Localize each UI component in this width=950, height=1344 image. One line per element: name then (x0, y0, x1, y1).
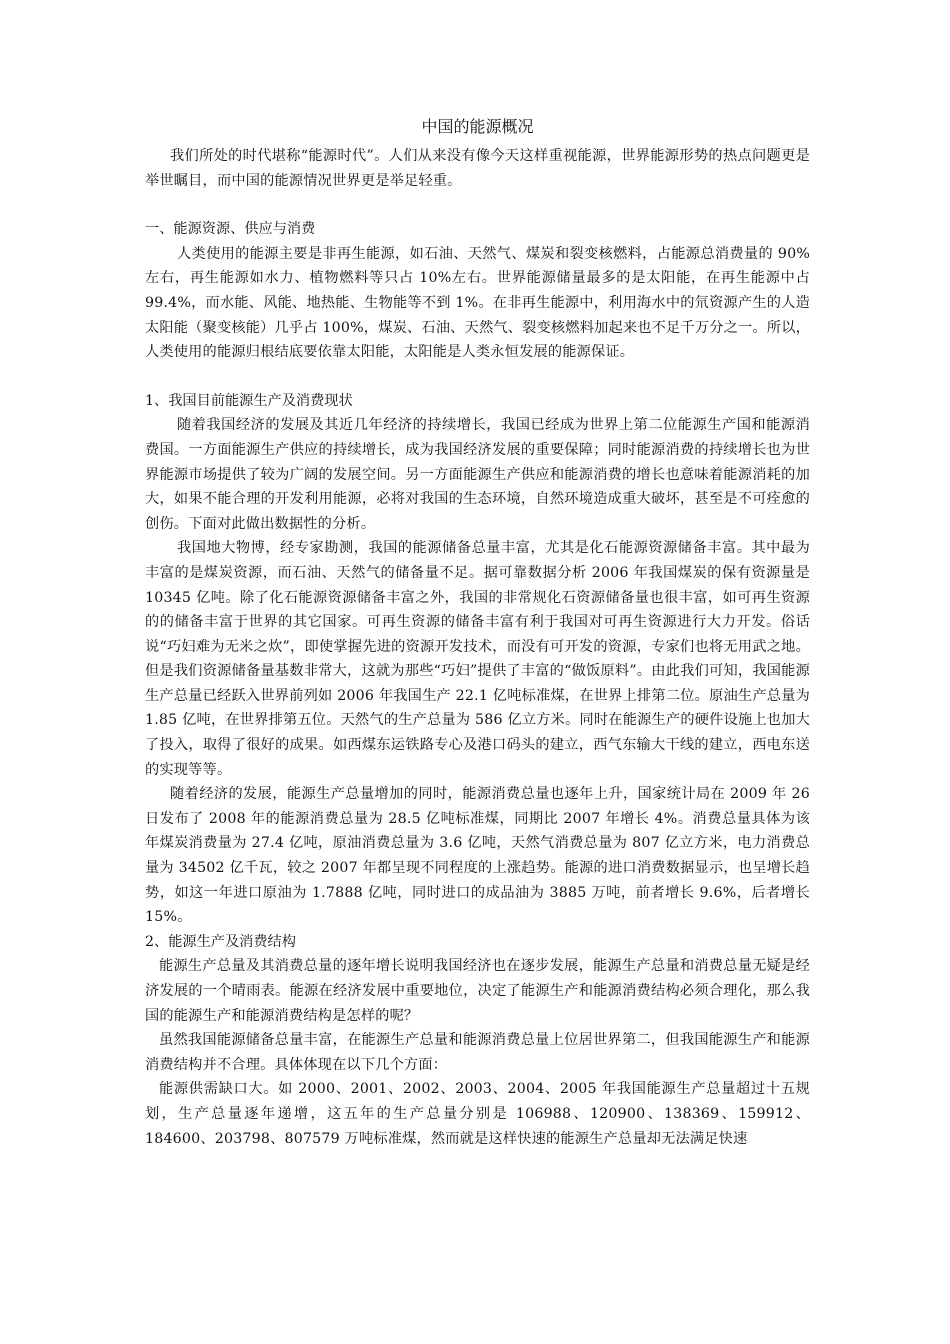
section1-paragraph: 人类使用的能源主要是非再生能源，如石油、天然气、煤炭和裂变核燃料，占能源总消费量的 90%左右，再生能源如水力、植物燃料等只占 10%左右。世界能源储量最多的是太阳能，在再生能源中占 99.4%，而水能、风能、地热能、生物能等不到 1%。在非再生能源中，利用海水中的氘资源产生的人造太阳能（聚变核能）几乎占 100%，煤炭、石油、天然气、裂变核燃料加起来也不足千万分之一。所以，人类使用的能源归根结底要依靠太阳能，太阳能是人类永恒发展的能源保证。 (145, 245, 810, 361)
blank-line (145, 193, 810, 217)
intro-paragraph: 我们所处的时代堪称“能源时代”。人们从来没有像今天这样重视能源，世界能源形势的热点问题更是举世瞩目，而中国的能源情况世界更是举足轻重。 (145, 148, 810, 189)
subsection-heading-2: 2、能源生产及消费结构 (145, 933, 296, 950)
subsection1-paragraph-1: 随着我国经济的发展及其近几年经济的持续增长，我国已经成为世界上第二位能源生产国和能源消费国。一方面能源生产供应的持续增长，成为我国经济发展的重要保障；同时能源消费的持续增长也为世界能源市场提供了较为广阔的发展空间。另一方面能源生产供应和能源消费的增长也意味着能源消耗的加大，如果不能合理的开发利用能源，必将对我国的生态环境，自然环境造成重大破坏，甚至是不可痊愈的创伤。下面对此做出数据性的分析。 (145, 417, 810, 532)
subsection2-paragraph-1: 能源生产总量及其消费总量的逐年增长说明我国经济也在逐步发展，能源生产总量和消费总量无疑是经济发展的一个晴雨表。能源在经济发展中重要地位，决定了能源生产和能源消费结构必须合理化，那么我国的能源生产和能源消费结构是怎样的呢？ (145, 958, 810, 1024)
subsection2-paragraph-2: 虽然我国能源储备总量丰富，在能源生产总量和能源消费总量上位居世界第二，但我国能源生产和能源消费结构并不合理。具体体现在以下几个方面： (145, 1032, 810, 1073)
subsection1-paragraph-2: 我国地大物博，经专家勘测，我国的能源储备总量丰富，尤其是化石能源资源储备丰富。其中最为丰富的是煤炭资源，而石油、天然气的储备量不足。据可靠数据分析 2006 年我国煤炭的保有资源量是 10345 亿吨。除了化石能源资源储备丰富之外，我国的非常规化石资源储备量也很丰富，如可再生资源的的储备丰富于世界的其它国家。可再生资源的储备丰富有利于我国对可再生资源进行大力开发。俗话说“巧妇难为无米之炊”，即使掌握先进的资源开发技术，而没有可开发的资源，专家们也将无用武之地。但是我们资源储备量基数非常大，这就为那些“巧妇”提供了丰富的“做饭原料”。由此我们可知，我国能源生产总量已经跃入世界前列如 2006 年我国生产 22.1 亿吨标准煤，在世界上排第二位。原油生产总量为 1.85 亿吨，在世界排第五位。天然气的生产总量为 586 亿立方米。同时在能源生产的硬件设施上也加大了投入，取得了很好的成果。如西煤东运铁路专心及港口码头的建立，西气东输大干线的建立，西电东送的实现等等。 (145, 540, 810, 778)
subsection2-paragraph-3: 能源供需缺口大。如 2000、2001、2002、2003、2004、2005 年我国能源生产总量超过十五规划，生产总量逐年递增，这五年的生产总量分别是 106988、120900、138369、159912、184600、203798、807579 万吨标准煤，然而就是这样快速的能源生产总量却无法满足快速 (145, 1081, 810, 1147)
blank-line (145, 365, 810, 389)
section-heading-1: 一、能源资源、供应与消费 (145, 221, 316, 238)
document-page (145, 114, 810, 1151)
subsection-heading-1: 1、我国目前能源生产及消费现状 (145, 392, 353, 409)
document-title: 中国的能源概况 (421, 117, 534, 136)
subsection1-paragraph-3: 随着经济的发展，能源生产总量增加的同时，能源消费总量也逐年上升，国家统计局在 2009 年 26 日发布了 2008 年的能源消费总量为 28.5 亿吨标准煤，同期比 2007 年增长 4%。消费总量具体为该年煤炭消费量为 27.4 亿吨，原油消费总量为 3.6 亿吨，天然气消费总量为 807 亿立方米，电力消费总量为 34502 亿千瓦，较之 2007 年都呈现不同程度的上涨趋势。能源的进口消费数据显示，也呈增长趋势，如这一年进口原油为 1.7888 亿吨，同时进口的成品油为 3885 万吨，前者增长 9.6%，后者增长 15%。 (145, 786, 810, 926)
